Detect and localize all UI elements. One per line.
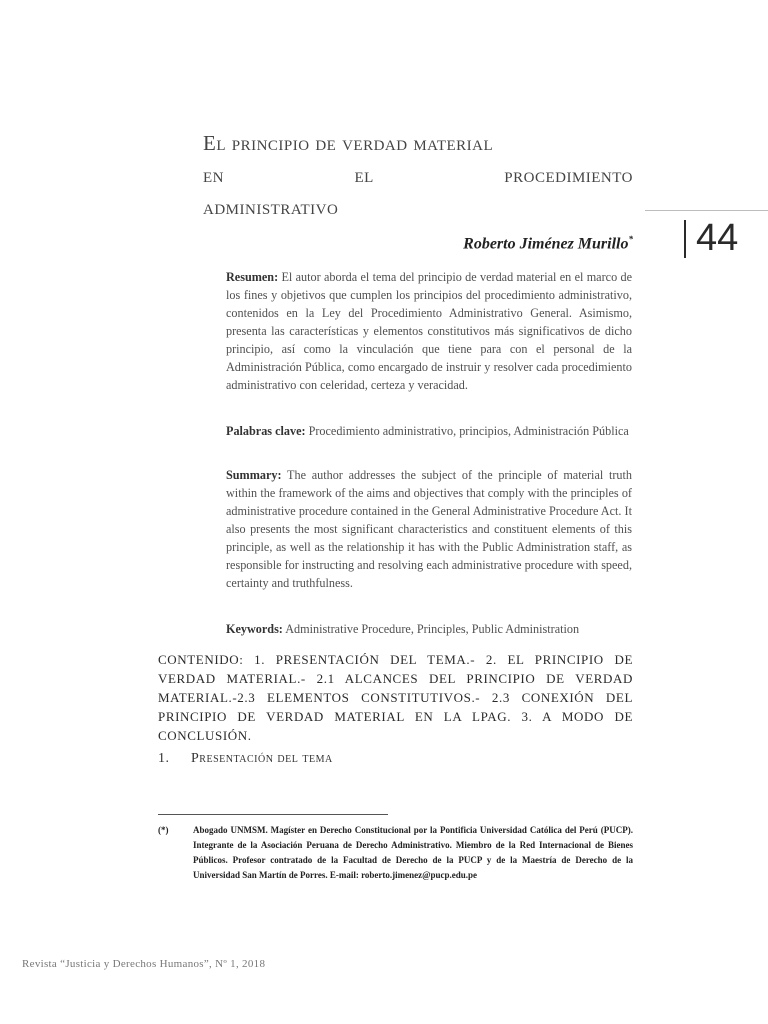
title-word: procedimiento xyxy=(504,163,633,187)
keywords-label: Keywords: xyxy=(226,622,283,636)
footnote-mark: (*) xyxy=(158,825,169,835)
author-text: Roberto Jiménez Murillo xyxy=(463,235,629,253)
palabras-clave-label: Palabras clave: xyxy=(226,424,306,438)
summary-paragraph xyxy=(226,466,632,592)
footnote xyxy=(158,823,633,883)
title-word: en xyxy=(203,163,224,187)
keywords-paragraph xyxy=(226,620,632,638)
title-line-2 xyxy=(203,159,633,191)
header-rule xyxy=(645,210,768,211)
article-title xyxy=(203,127,633,223)
footnote-text: Abogado UNMSM. Magíster en Derecho Constitucional por la Pontificia Universidad Católica del Perú (PUCP). Integrante de la Asociación Peruana de Derecho Administrativo. Miembro de la Red Internacional de Bienes Públicos. Profesor contratado de la Facultad de Derecho de la PUCP y de la Maestría de Derecho de la Universidad San Martín de Porres. E-mail: roberto.jimenez@pucp.edu.pe xyxy=(193,825,633,880)
palabras-clave-text: Procedimiento administrativo, principios, Administración Pública xyxy=(305,424,629,438)
author-footnote-mark: * xyxy=(628,234,633,244)
resumen-paragraph xyxy=(226,268,632,394)
table-of-contents: CONTENIDO: 1. PRESENTACIÓN DEL TEMA.- 2. EL PRINCIPIO DE VERDAD MATERIAL.- 2.1 ALCANCES DEL PRINCIPIO DE VERDAD MATERIAL.-2.3 ELEMENTOS CONSTITUTIVOS.- 2.3 CONEXIÓN DEL PRINCIPIO DE VERDAD MATERIAL EN LA LPAG. 3. A MODO DE CONCLUSIÓN. xyxy=(158,652,633,743)
title-line-1: El principio de verdad material xyxy=(203,131,494,155)
page-number-bar xyxy=(684,220,686,258)
keywords-text: Administrative Procedure, Principles, Public Administration xyxy=(282,622,580,636)
summary-text: The author addresses the subject of the principle of material truth within the framework of the aims and objectives that comply with the principles of administrative procedure contained in the General Administrative Procedure Act. It also presents the most significant characteristics and constituent elements of this principle, as well as the relationship it has with the Public Administration staff, as responsible for instructing and resolving each administrative procedure with speed, certainty and truthfulness. xyxy=(226,468,632,590)
journal-footer: Revista “Justicia y Derechos Humanos”, Nº 1, 2018 xyxy=(22,958,266,970)
section-number: 1. xyxy=(158,751,170,766)
author-name xyxy=(300,234,633,253)
resumen-label: Resumen: xyxy=(226,270,279,284)
page-number: 44 xyxy=(696,217,739,259)
summary-label: Summary: xyxy=(226,468,282,482)
resumen-text: El autor aborda el tema del principio de verdad material en el marco de los fines y objetivos que cumplen los principios del procedimiento administrativo, contenidos en la Ley del Procedimiento Administrativo General. Asimismo, presenta las características y elementos constitutivos más significativos de dicho principio, así como la vinculación que tiene para con el personal de la Administración Pública, como encargado de instruir y resolver cada procedimiento administrativo con celeridad, certeza y veracidad. xyxy=(226,270,632,392)
section-title: Presentación del tema xyxy=(191,751,333,766)
footnote-rule xyxy=(158,814,388,815)
title-line-3: administrativo xyxy=(203,195,339,219)
section-heading xyxy=(158,751,333,767)
palabras-clave-paragraph xyxy=(226,422,632,440)
title-word: el xyxy=(354,163,374,187)
